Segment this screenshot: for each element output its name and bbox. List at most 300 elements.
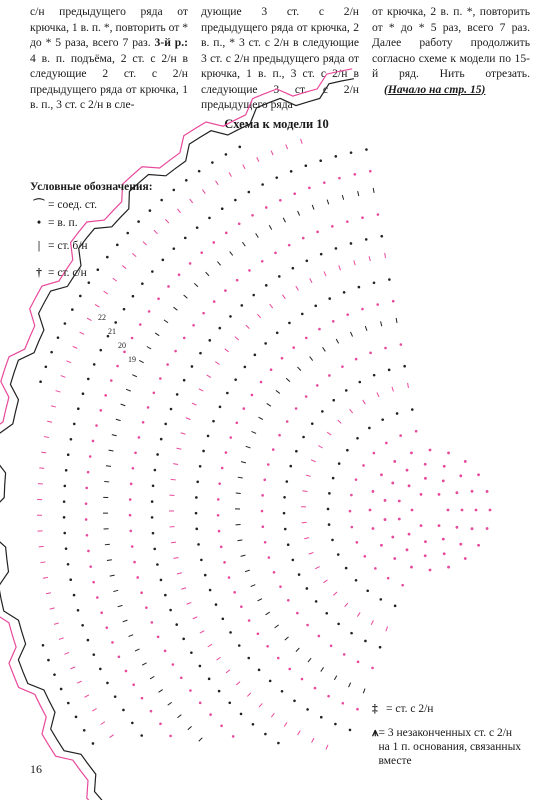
chain-dot [212, 420, 215, 423]
chain-dot [252, 723, 255, 726]
center-dot [391, 536, 394, 539]
chain-dot [99, 668, 102, 671]
chain-dot [218, 690, 221, 693]
chain-dot [234, 378, 237, 381]
chain-dot [356, 708, 359, 711]
stitch-mark [174, 558, 179, 559]
chain-dot [293, 699, 296, 702]
chain-dot [138, 436, 141, 439]
chain-dot [184, 237, 187, 240]
chain-dot [356, 541, 359, 544]
chain-dot [79, 295, 82, 298]
chain-dot [377, 213, 380, 216]
chain-dot [238, 222, 241, 225]
chain-dot [262, 525, 265, 528]
chain-dot [209, 713, 212, 716]
chain-dot [298, 573, 301, 576]
chain-dot [251, 214, 254, 217]
chain-dot [156, 453, 159, 456]
chain-dot [114, 695, 117, 698]
chain-dot [170, 408, 173, 411]
chain-dot [366, 589, 369, 592]
chain-dot [265, 284, 268, 287]
chain-dot [334, 155, 337, 158]
row-number: 21 [108, 327, 116, 336]
chain-dot [197, 543, 200, 546]
chain-dot [350, 151, 353, 154]
stitch-mark [271, 713, 274, 717]
stitch-mark [345, 603, 348, 607]
chain-dot [346, 449, 349, 452]
chain-dot [191, 365, 194, 368]
page-reference-link[interactable]: (Начало на стр. 15) [384, 82, 486, 96]
center-dot [406, 469, 409, 472]
stitch-mark [177, 209, 180, 213]
chain-dot [316, 384, 319, 387]
stitch-mark [200, 631, 204, 633]
chain-dot [381, 418, 384, 421]
chain-dot [283, 512, 286, 515]
chain-dot [77, 609, 80, 612]
chain-dot [215, 603, 218, 606]
chain-dot [229, 315, 232, 318]
legend-label: = соед. ст. [48, 199, 98, 211]
row-number: 22 [98, 313, 106, 322]
chain-dot [178, 273, 181, 276]
chain-dot [173, 247, 176, 250]
stitch-mark [181, 588, 186, 590]
chain-dot [92, 653, 95, 656]
chain-dot [374, 567, 377, 570]
center-dot [459, 543, 462, 546]
chain-dot [53, 673, 56, 676]
chain-dot [301, 678, 304, 681]
center-dot [475, 509, 478, 512]
text-part: дующие 3 ст. с 2/н предыдущего ряда от крючка, 2 в. п., * 3 ст. с 2/н в следующие 3 ст. с 2/н предыдущего ряда от крючка, 1 в. п., 3 ст. с 2/н в следующие 3 ст. с 2/н предыдущего ряда [201, 5, 359, 111]
chain-dot [122, 709, 125, 712]
chain-dot [321, 410, 324, 413]
chain-dot [172, 663, 175, 666]
stitch-mark [155, 333, 159, 336]
stitch-mark [176, 448, 181, 449]
stitch-mark [43, 577, 48, 578]
stitch-mark [184, 295, 188, 298]
chain-dot [217, 514, 220, 517]
stitch-mark [312, 205, 314, 210]
stitch-mark [199, 738, 203, 742]
chain-dot [118, 656, 121, 659]
chain-dot [293, 192, 296, 195]
chain-dot [141, 697, 144, 700]
chain-dot [244, 366, 247, 369]
chain-dot [346, 220, 349, 223]
center-dot [443, 552, 446, 555]
chain-dot [209, 589, 212, 592]
stitch-mark [46, 593, 51, 594]
chain-dot [350, 242, 353, 245]
chain-dot [190, 651, 193, 654]
chain-dot [334, 723, 337, 726]
chain-dot [223, 561, 226, 564]
chain-dot [192, 324, 195, 327]
stitch-mark [129, 635, 134, 637]
chain-dot [64, 322, 67, 325]
stitch-mark [190, 199, 193, 203]
stitch-mark [104, 291, 108, 294]
stitch-mark [41, 562, 46, 563]
chain-dot [272, 448, 275, 451]
stitch-mark [84, 695, 88, 697]
chain-dot [268, 556, 271, 559]
chain-dot [134, 451, 137, 454]
center-dot [393, 557, 396, 560]
chain-dot [275, 176, 278, 179]
stitch-mark [215, 362, 219, 365]
chain-dot [296, 612, 299, 615]
chain-dot [99, 409, 102, 412]
stitch-mark [276, 390, 280, 393]
chain-dot [264, 342, 267, 345]
chain-dot [166, 363, 169, 366]
chain-dot [156, 563, 159, 566]
stitch-mark [285, 637, 289, 640]
chain-dot [167, 285, 170, 288]
chain-dot [87, 471, 90, 474]
chain-dot [131, 337, 134, 340]
chain-dot [213, 300, 216, 303]
stitch-mark [241, 462, 246, 463]
center-dot [442, 479, 445, 482]
chain-dot [104, 394, 107, 397]
stitch-mark [312, 738, 314, 742]
chain-dot [279, 585, 282, 588]
chain-dot [129, 498, 132, 501]
chain-dot [257, 632, 260, 635]
stitch-mark [132, 375, 137, 377]
chain-dot [281, 357, 284, 360]
stitch-mark [73, 346, 78, 348]
chain-dot [123, 308, 126, 311]
chain-dot [47, 659, 50, 662]
stitch-mark [123, 620, 128, 622]
chain-dot [328, 297, 331, 300]
stitch-mark [358, 191, 359, 196]
center-dot [429, 569, 432, 572]
chain-dot [125, 670, 128, 673]
chain-dot [95, 424, 98, 427]
chain-dot [380, 235, 383, 238]
chain-dot [396, 412, 399, 415]
chain-dot [392, 300, 395, 303]
chain-dot [270, 368, 273, 371]
stitch-mark [56, 391, 61, 393]
chain-dot [208, 339, 211, 342]
center-dot [424, 477, 427, 480]
stitch-mark [107, 560, 112, 561]
chain-dot [315, 600, 318, 603]
stitch-mark [95, 304, 99, 307]
stitch-mark [110, 575, 115, 576]
cluster-symbol-icon: ⩚ [372, 727, 379, 739]
chain-dot [195, 528, 198, 531]
chain-dot [75, 716, 78, 719]
stitch-mark [357, 612, 360, 616]
chain-dot [219, 406, 222, 409]
center-dot [424, 554, 427, 557]
stitch-mark [369, 256, 370, 261]
center-dot [369, 509, 372, 512]
chain-dot [224, 289, 227, 292]
chain-dot [331, 225, 334, 228]
slip-stitch-symbol-icon: ⌒ [33, 199, 45, 211]
stitch-mark [202, 190, 205, 194]
chain-dot [337, 623, 340, 626]
center-dot [447, 566, 450, 569]
center-dot [443, 465, 446, 468]
chain-dot [261, 260, 264, 263]
chain-dot [77, 407, 80, 410]
center-dot [447, 452, 450, 455]
chain-dot [169, 735, 172, 738]
chain-dot [357, 661, 360, 664]
chain-dot [350, 632, 353, 635]
stitch-mark [168, 702, 172, 705]
center-dot [456, 491, 459, 494]
center-dot [398, 500, 401, 503]
chain-dot [57, 336, 60, 339]
chain-dot [39, 380, 42, 383]
chain-dot [196, 480, 199, 483]
chain-dot [292, 346, 295, 349]
chain-dot [65, 547, 68, 550]
stitch-mark [150, 676, 154, 679]
chain-dot [238, 146, 241, 149]
chain-dot [362, 464, 365, 467]
stitch-mark [173, 464, 178, 465]
chain-dot [355, 478, 358, 481]
center-dot [380, 473, 383, 476]
chain-dot [240, 605, 243, 608]
chain-dot [153, 391, 156, 394]
stitch-mark [381, 321, 382, 326]
stitch-mark [350, 409, 353, 413]
center-dot [380, 544, 383, 547]
chain-dot [286, 420, 289, 423]
chain-dot [183, 337, 186, 340]
chain-dot [331, 539, 334, 542]
row-number: 19 [128, 355, 136, 364]
stitch-mark [164, 320, 168, 323]
stitch-mark [80, 332, 84, 334]
chain-dot [265, 206, 268, 209]
chain-dot [180, 676, 183, 679]
chain-dot [325, 612, 328, 615]
chain-dot [110, 379, 113, 382]
stitch-mark [47, 421, 52, 422]
stitch-mark [61, 376, 66, 378]
chain-dot [343, 653, 346, 656]
chain-dot [81, 624, 84, 627]
chain-dot [248, 191, 251, 194]
chain-dot [141, 282, 144, 285]
stitch-mark [71, 667, 76, 669]
stitch-mark [309, 552, 314, 554]
chain-dot [323, 181, 326, 184]
chain-dot [69, 578, 72, 581]
stitch-mark [217, 262, 220, 266]
stitch-mark [64, 652, 69, 654]
chain-dot [147, 406, 150, 409]
chain-dot [261, 494, 264, 497]
chain-dot [123, 351, 126, 354]
stitch-mark [306, 475, 311, 476]
chain-dot [266, 645, 269, 648]
stitch-mark [286, 144, 288, 149]
center-dot [406, 548, 409, 551]
chain-dot [278, 275, 281, 278]
chain-dot [87, 378, 90, 381]
stitch-mark [50, 608, 55, 609]
chain-dot [327, 695, 330, 698]
stitch-mark [208, 644, 212, 647]
chain-dot [67, 453, 70, 456]
center-dot [486, 527, 489, 530]
chain-dot [306, 708, 309, 711]
chain-dot [345, 389, 348, 392]
center-dot [461, 509, 464, 512]
legend-label: = 3 незаконченных ст. с 2/н на 1 п. основания, связанных вместе [378, 727, 522, 767]
stitch-mark [44, 437, 49, 438]
chain-dot [140, 734, 143, 737]
chain-dot [361, 216, 364, 219]
chain-dot [251, 394, 254, 397]
chain-dot [83, 729, 86, 732]
chain-dot [65, 469, 68, 472]
chain-dot [328, 374, 331, 377]
chain-dot [314, 304, 317, 307]
stitch-mark [181, 433, 186, 434]
chain-dot [199, 665, 202, 668]
stitch-mark [259, 703, 262, 707]
chain-dot [318, 635, 321, 638]
chain-dot [277, 657, 280, 660]
legend-item [30, 216, 153, 231]
chain-dot [384, 347, 387, 350]
chain-dot [129, 514, 132, 517]
chain-dot [305, 164, 308, 167]
chain-dot [208, 217, 211, 220]
stitch-mark [121, 404, 126, 406]
chain-dot [346, 313, 349, 316]
chain-dot [327, 508, 330, 511]
stitch-mark [87, 318, 91, 320]
chain-dot [92, 581, 95, 584]
chain-dot [274, 252, 277, 255]
chain-dot [356, 437, 359, 440]
stitch-mark [118, 605, 123, 606]
chain-dot [380, 598, 383, 601]
chain-dot [164, 594, 167, 597]
stitch-mark [321, 667, 324, 671]
chain-dot [92, 742, 95, 745]
center-dot [442, 538, 445, 541]
chain-dot [105, 626, 108, 629]
chain-dot [263, 478, 266, 481]
stitch-mark [371, 620, 373, 624]
chain-dot [92, 440, 95, 443]
chain-dot [301, 313, 304, 316]
stitch-mark [135, 649, 140, 651]
chain-dot [89, 565, 92, 568]
chain-dot [63, 516, 66, 519]
chain-dot [338, 177, 341, 180]
chain-dot [106, 682, 109, 685]
chain-dot [96, 596, 99, 599]
chain-dot [169, 609, 172, 612]
stitch-mark [282, 295, 285, 299]
chain-dot [129, 530, 132, 533]
stitch-mark [377, 392, 379, 397]
stitch-mark [350, 332, 352, 337]
chain-dot [157, 297, 160, 300]
center-dot [424, 540, 427, 543]
chain-dot [183, 379, 186, 382]
chain-dot [200, 559, 203, 562]
chain-dot [199, 702, 202, 705]
chain-dot [363, 555, 366, 558]
center-dot [459, 474, 462, 477]
chain-dot [182, 638, 185, 641]
chain-dot [341, 365, 344, 368]
chain-dot [287, 599, 290, 602]
chain-dot [320, 716, 323, 719]
chain-dot [222, 617, 225, 620]
chain-dot [292, 267, 295, 270]
stitch-mark [339, 265, 341, 270]
stitch-mark [327, 432, 331, 435]
chain-dot [145, 606, 148, 609]
single-crochet-symbol-icon: | [37, 240, 41, 252]
chain-dot [89, 455, 92, 458]
center-dot [456, 526, 459, 529]
chain-dot [73, 594, 76, 597]
chain-dot [88, 281, 91, 284]
stitch-mark [207, 375, 211, 378]
stitch-mark [217, 657, 221, 660]
stitch-mark [251, 585, 256, 587]
chain-dot [218, 482, 221, 485]
chain-dot [63, 485, 66, 488]
chain-dot [226, 392, 229, 395]
center-dot [384, 518, 387, 521]
chain-dot [373, 281, 376, 284]
chain-dot [311, 422, 314, 425]
legend-item [372, 726, 522, 768]
chain-dot [335, 247, 338, 250]
chain-dot [288, 668, 291, 671]
chain-dot [196, 226, 199, 229]
chain-dot [150, 710, 153, 713]
stitch-mark [310, 278, 312, 282]
chain-dot [279, 199, 282, 202]
stitch-mark [396, 318, 397, 323]
chain-dot [314, 687, 317, 690]
stitch-mark [66, 361, 71, 363]
chain-dot [204, 574, 207, 577]
legend-label: = в. п. [48, 217, 78, 229]
center-dot [447, 509, 450, 512]
stitch-mark [342, 195, 343, 200]
